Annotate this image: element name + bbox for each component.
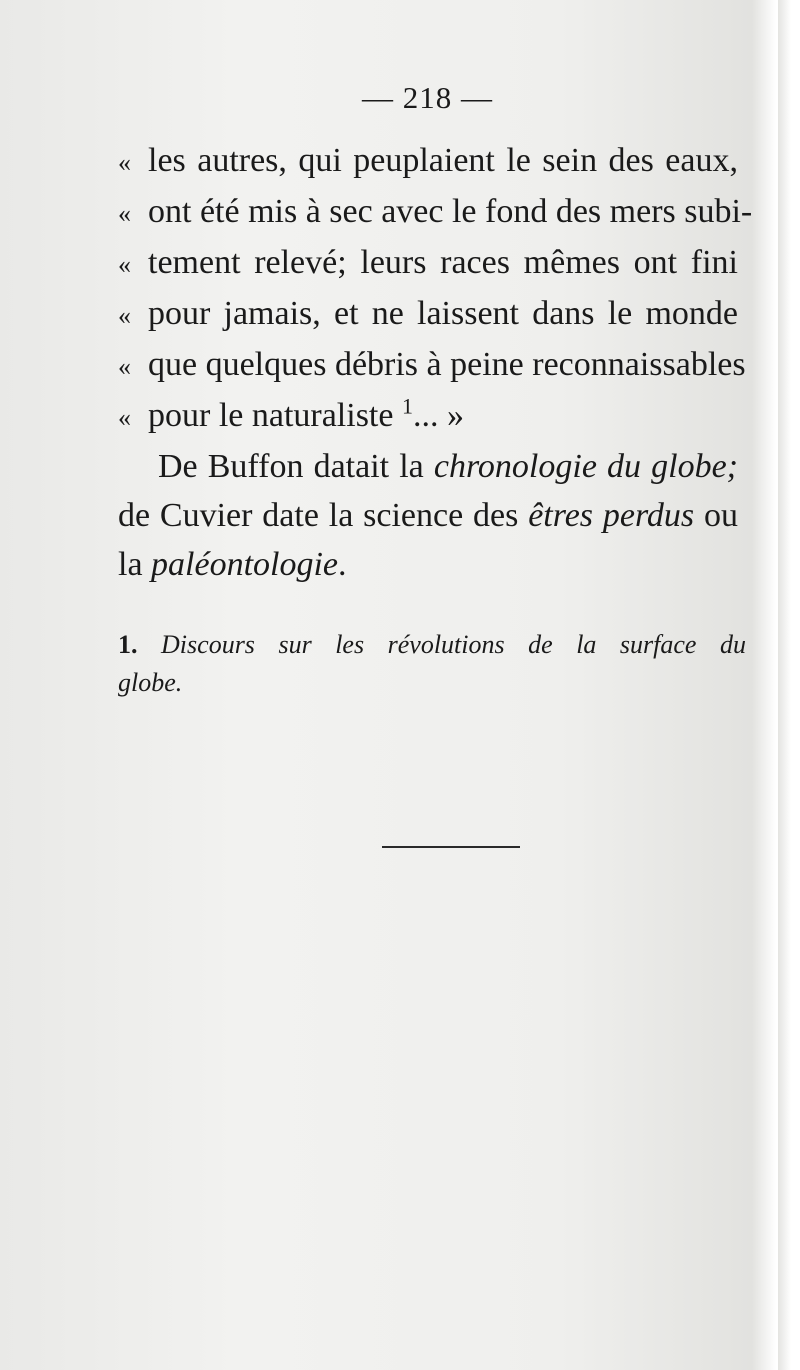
page-edge xyxy=(778,0,800,1370)
text-run: la xyxy=(118,546,152,583)
text-line xyxy=(118,340,746,391)
text-line xyxy=(118,238,738,289)
line-text: ont été mis à sec avec le fond des mers subi- xyxy=(148,193,753,230)
quote-mark: « xyxy=(118,250,131,279)
quote-mark: « xyxy=(118,199,131,228)
text-line xyxy=(118,289,738,340)
footnote xyxy=(118,626,746,702)
footnote-marker: 1 xyxy=(401,393,413,419)
line-text: tement relevé; leurs races mêmes ont fini xyxy=(148,244,738,281)
text-run: . xyxy=(338,546,347,583)
footnote-line xyxy=(118,664,746,702)
quote-mark: « xyxy=(118,403,131,432)
footnote-text: globe. xyxy=(118,668,183,697)
text-line xyxy=(118,391,738,442)
paragraph-line xyxy=(118,491,738,540)
line-text: les autres, qui peuplaient le sein des eaux, xyxy=(148,142,738,179)
italic-run: chronologie du globe; xyxy=(433,448,738,485)
text-run: de Cuvier date la science des xyxy=(118,497,529,534)
end-rule xyxy=(382,846,520,848)
footnote-line xyxy=(118,626,746,664)
paragraph-line xyxy=(118,442,738,491)
line-text: pour jamais, et ne laissent dans le monde xyxy=(148,295,738,332)
line-tail: ... » xyxy=(412,397,464,434)
body-text xyxy=(118,136,753,589)
text-line xyxy=(118,136,738,187)
quote-mark: « xyxy=(118,148,131,177)
footnote-text: Discours sur les révolutions de la surface du xyxy=(161,630,746,659)
line-text: que quelques débris à peine reconnaissables xyxy=(148,346,746,383)
quote-mark: « xyxy=(118,352,131,381)
italic-run: êtres perdus xyxy=(528,497,695,534)
paragraph-line xyxy=(118,540,738,589)
footnote-number: 1. xyxy=(118,630,138,659)
page-number: — 218 — xyxy=(362,80,493,115)
italic-run: paléontologie xyxy=(151,546,339,583)
text-run: De Buffon datait la xyxy=(158,448,434,485)
text-run: ou xyxy=(694,497,739,534)
quote-mark: « xyxy=(118,301,131,330)
line-text: pour le naturaliste xyxy=(148,397,394,434)
text-line xyxy=(118,187,753,238)
